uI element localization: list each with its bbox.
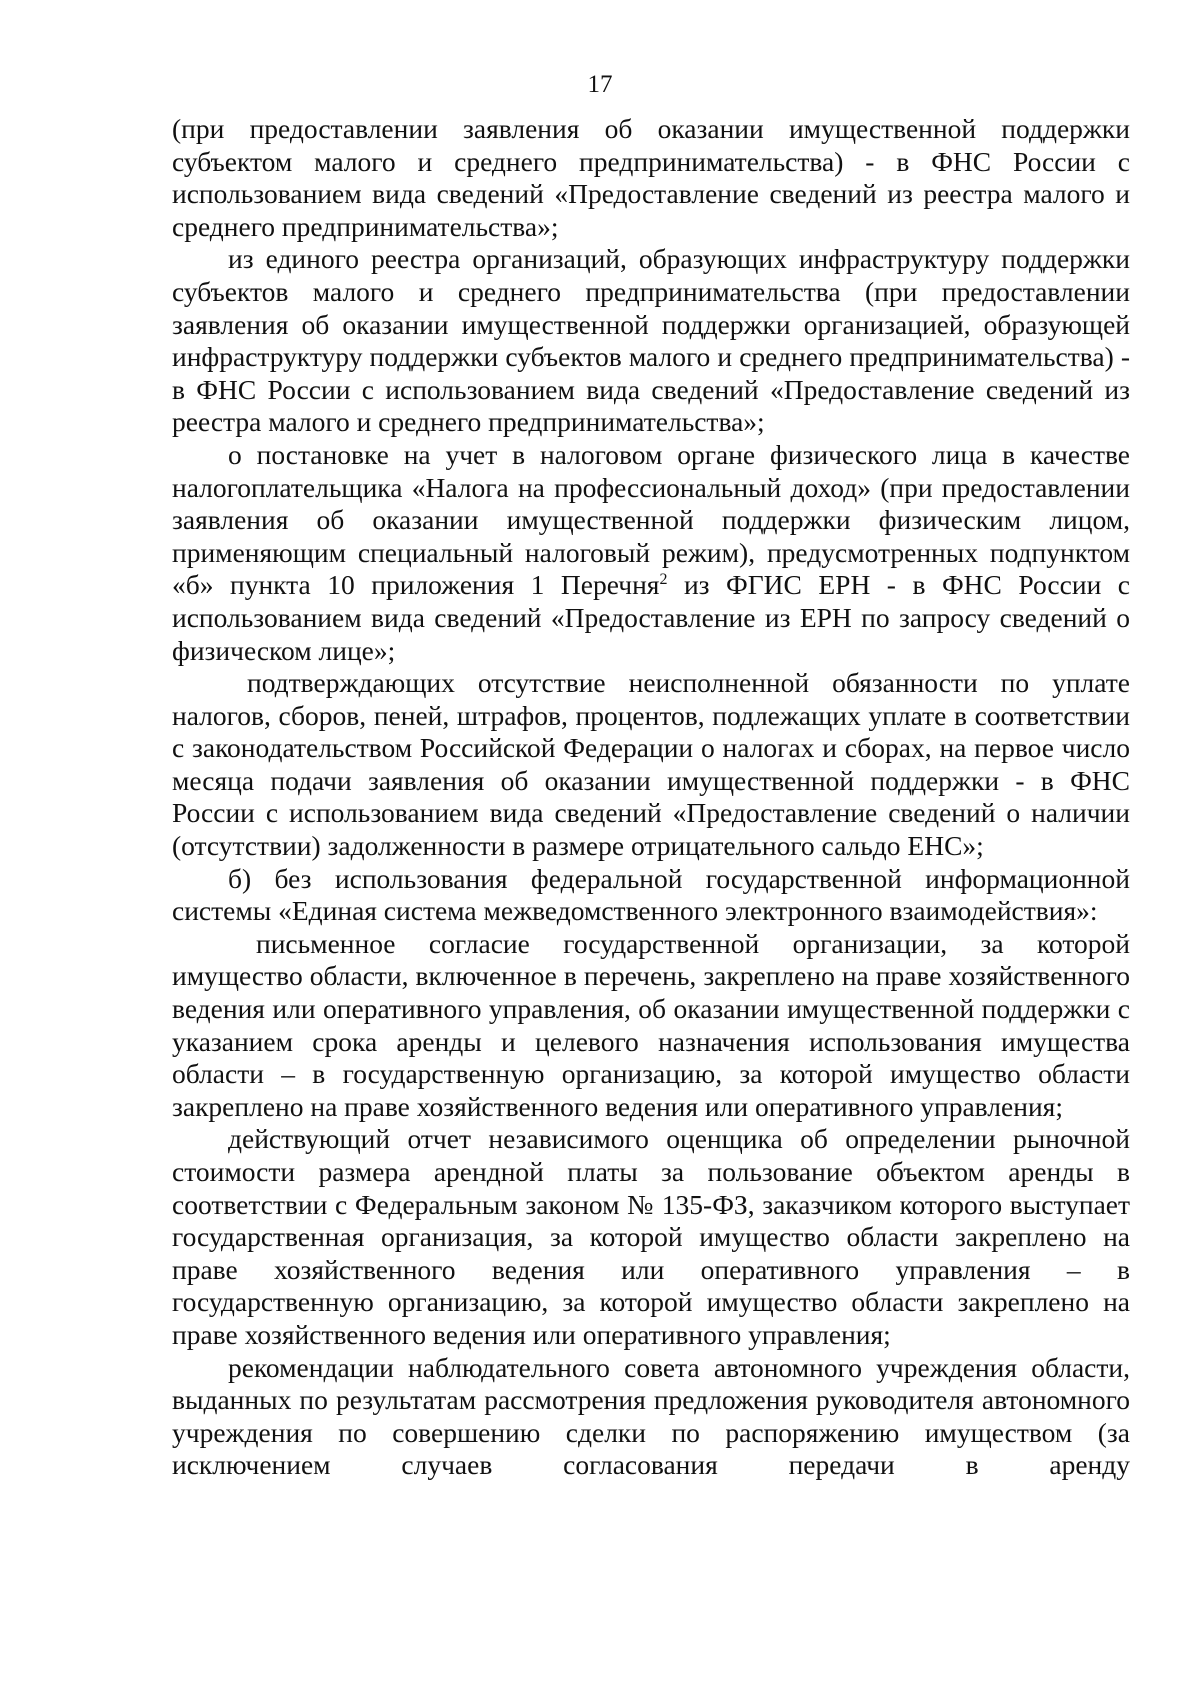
paragraph-8: рекомендации наблюдательного совета автономного учреждения области, выданных по результатам рассмотрения предложения руководителя автономного учреждения по совершению сделки по распоряжению имуществом (за исключением случаев согласования передачи в аренду xyxy=(172,1351,1130,1481)
paragraph-2: из единого реестра организаций, образующих инфраструктуру поддержки субъектов малого и среднего предпринимательства (при предоставлении заявления об оказании имущественной поддержки организацией, образующей инфраструктуру поддержки субъектов малого и среднего предпринимательства) - в ФНС России с использованием вида сведений «Предоставление сведений из реестра малого и среднего предпринимательства»; xyxy=(172,243,1130,438)
paragraph-6: письменное согласие государственной организации, за которой имущество области, включенное в перечень, закреплено на праве хозяйственного ведения или оперативного управления, об оказании имущественной поддержки с указанием срока аренды и целевого назначения использования имущества области – в государственную организацию, за которой имущество области закреплено на праве хозяйственного ведения или оперативного управления; xyxy=(172,927,1130,1122)
paragraph-5: б) без использования федеральной государственной информационной системы «Единая система межведомственного электронного взаимодействия»: xyxy=(172,862,1130,927)
document-body xyxy=(172,113,1130,1482)
paragraph-3-text-end: из ФГИС ЕРН - в ФНС России с использованием вида сведений «Предоставление из ЕРН по запросу сведений о физическом лице»; xyxy=(172,569,1130,666)
paragraph-3 xyxy=(172,439,1130,667)
page-number: 17 xyxy=(587,71,613,98)
paragraph-1: (при предоставлении заявления об оказании имущественной поддержки субъектом малого и среднего предпринимательства) - в ФНС России с использованием вида сведений «Предоставление сведений из реестра малого и среднего предпринимательства»; xyxy=(172,113,1130,242)
paragraph-7: действующий отчет независимого оценщика об определении рыночной стоимости размера арендной платы за пользование объектом аренды в соответствии с Федеральным законом № 135-ФЗ, заказчиком которого выступает государственная организация, за которой имущество области закреплено на праве хозяйственного ведения или оперативного управления – в государственную организацию, за которой имущество области закреплено на праве хозяйственного ведения или оперативного управления; xyxy=(172,1123,1130,1350)
footnote-marker: 2 xyxy=(659,571,668,589)
paragraph-3-text-start: о постановке на учет в налоговом органе физического лица в качестве налогоплательщика «Налога на профессиональный доход» (при предоставлении заявления об оказании имущественной поддержки физическим лицом, применяющим специальный налоговый режим), предусмотренных подпунктом «б» пункта 10 приложения 1 Перечня xyxy=(172,438,1130,601)
paragraph-4: подтверждающих отсутствие неисполненной обязанности по уплате налогов, сборов, пеней, штрафов, процентов, подлежащих уплате в соответствии с законодательством Российской Федерации о налогах и сборах, на первое число месяца подачи заявления об оказании имущественной поддержки - в ФНС России с использованием вида сведений «Предоставление сведений о наличии (отсутствии) задолженности в размере отрицательного сальдо ЕНС»; xyxy=(172,667,1130,862)
